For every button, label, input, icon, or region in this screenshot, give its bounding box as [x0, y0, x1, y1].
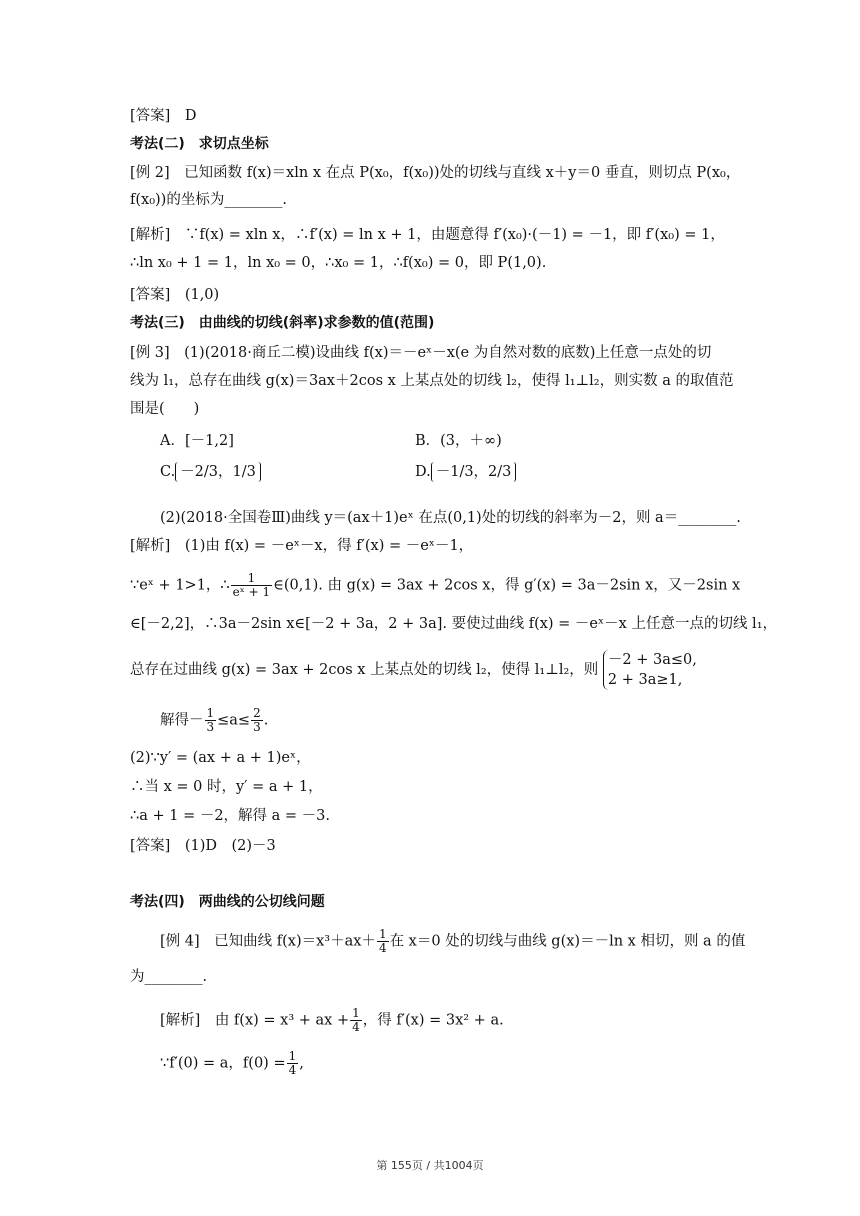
example-2-line-1: [例 2] 已知函数 f(x)＝xln x 在点 P(x₀，f(x₀))处的切线与直线 x＋y＝0 垂直，则切点 P(x₀， — [130, 165, 741, 181]
fraction-1-over-ex1: $\frac{1}{\text{eˣ + 1}}$ — [232, 571, 271, 599]
solution-3-line-3: ∈[－2,2]，∴3a－2sin x∈[－2 + 3a，2 + 3a]. 要使过曲线 f(x) = －eˣ－x 上任意一点的切线 l₁， — [130, 616, 778, 632]
method-4-heading: 考法(四) 两曲线的公切线问题 — [130, 894, 325, 910]
solution-3-line-1: [解析] (1)由 f(x) = －eˣ－x，得 f′(x) = －eˣ－1， — [130, 538, 474, 554]
example-3-part-2: (2)(2018·全国卷Ⅲ)曲线 y＝(ax＋1)eˣ 在点(0,1)处的切线的斜率为－2，则 a＝________. — [160, 510, 741, 526]
example-3-line-3: 围是( ) — [130, 401, 200, 417]
page-footer: 第 155页 / 共1004页 — [376, 1159, 484, 1172]
option-c: C. －2/3，1/3 — [160, 462, 261, 482]
option-c-interval: －2/3，1/3 — [175, 462, 261, 482]
answer-2: [答案] (1,0) — [130, 287, 220, 303]
example-4-line-1: [例 4] 已知曲线 f(x)＝x³＋ax＋ $\frac{1}{4}$ 在 x＝0 处的切线与曲线 g(x)＝－ln x 相切，则 a 的值 — [160, 927, 746, 955]
example-2-line-2: f(x₀))的坐标为________. — [130, 192, 287, 208]
example-3-line-2: 线为 l₁，总存在曲线 g(x)＝3ax＋2cos x 上某点处的切线 l₂，使得 l₁⊥l₂，则实数 a 的取值范 — [130, 373, 734, 389]
solution-4-line-2: ∵f′(0) = a，f(0) = $\frac{1}{4}$ , — [160, 1049, 304, 1077]
solution-3-line-5: 解得－ $\frac{1}{3}$ ≤a≤ $\frac{2}{3}$ . — [160, 706, 269, 734]
answer-1: [答案] D — [130, 108, 197, 124]
solution-3-line-4: 总存在过曲线 g(x) = 3ax + 2cos x 上某点处的切线 l₂，使得 l₁⊥l₂，则 －2 + 3a≤0, 2 + 3a≥1, — [130, 652, 697, 688]
option-d-interval: －1/3，2/3 — [431, 462, 517, 482]
method-2-heading: 考法(二) 求切点坐标 — [130, 136, 269, 152]
method-3-heading: 考法(三) 由曲线的切线(斜率)求参数的值(范围) — [130, 315, 435, 331]
answer-3: [答案] (1)D (2)－3 — [130, 838, 276, 854]
example-4-line-2: 为________. — [130, 969, 208, 985]
option-d: D. －1/3，2/3 — [415, 462, 516, 482]
option-b: B．(3，＋∞) — [415, 433, 502, 449]
solution-3-part-2-line-2: ∴当 x = 0 时，y′ = a + 1， — [130, 779, 323, 795]
solution-2-line-2: ∴ln x₀ + 1 = 1，ln x₀ = 0，∴x₀ = 1，∴f(x₀) = 0，即 P(1,0). — [130, 255, 547, 271]
solution-3-part-2-line-1: (2)∵y′ = (ax + a + 1)eˣ， — [130, 750, 311, 766]
example-3-line-1: [例 3] (1)(2018·商丘二模)设曲线 f(x)＝－eˣ－x(e 为自然对数的底数)上任意一点处的切 — [130, 345, 712, 361]
solution-3-part-2-line-3: ∴a + 1 = －2，解得 a = －3. — [130, 808, 331, 824]
option-a: A．[－1,2] — [160, 433, 234, 449]
inequality-system: －2 + 3a≤0, 2 + 3a≥1, — [603, 650, 697, 690]
solution-2-line-1: [解析] ∵f(x) = xln x，∴f′(x) = ln x + 1，由题意得 f′(x₀)·(－1) = －1，即 f′(x₀) = 1， — [130, 227, 725, 243]
solution-4-line-1: [解析] 由 f(x) = x³ + ax + $\frac{1}{4}$ ，得 f′(x) = 3x² + a. — [160, 1006, 504, 1034]
solution-3-line-2: ∵eˣ + 1>1，∴ $\frac{1}{\text{eˣ + 1}}$ ∈(0,1). 由 g(x) = 3ax + 2cos x，得 g′(x) = 3a－2sin x，又－2sin x — [130, 571, 741, 599]
